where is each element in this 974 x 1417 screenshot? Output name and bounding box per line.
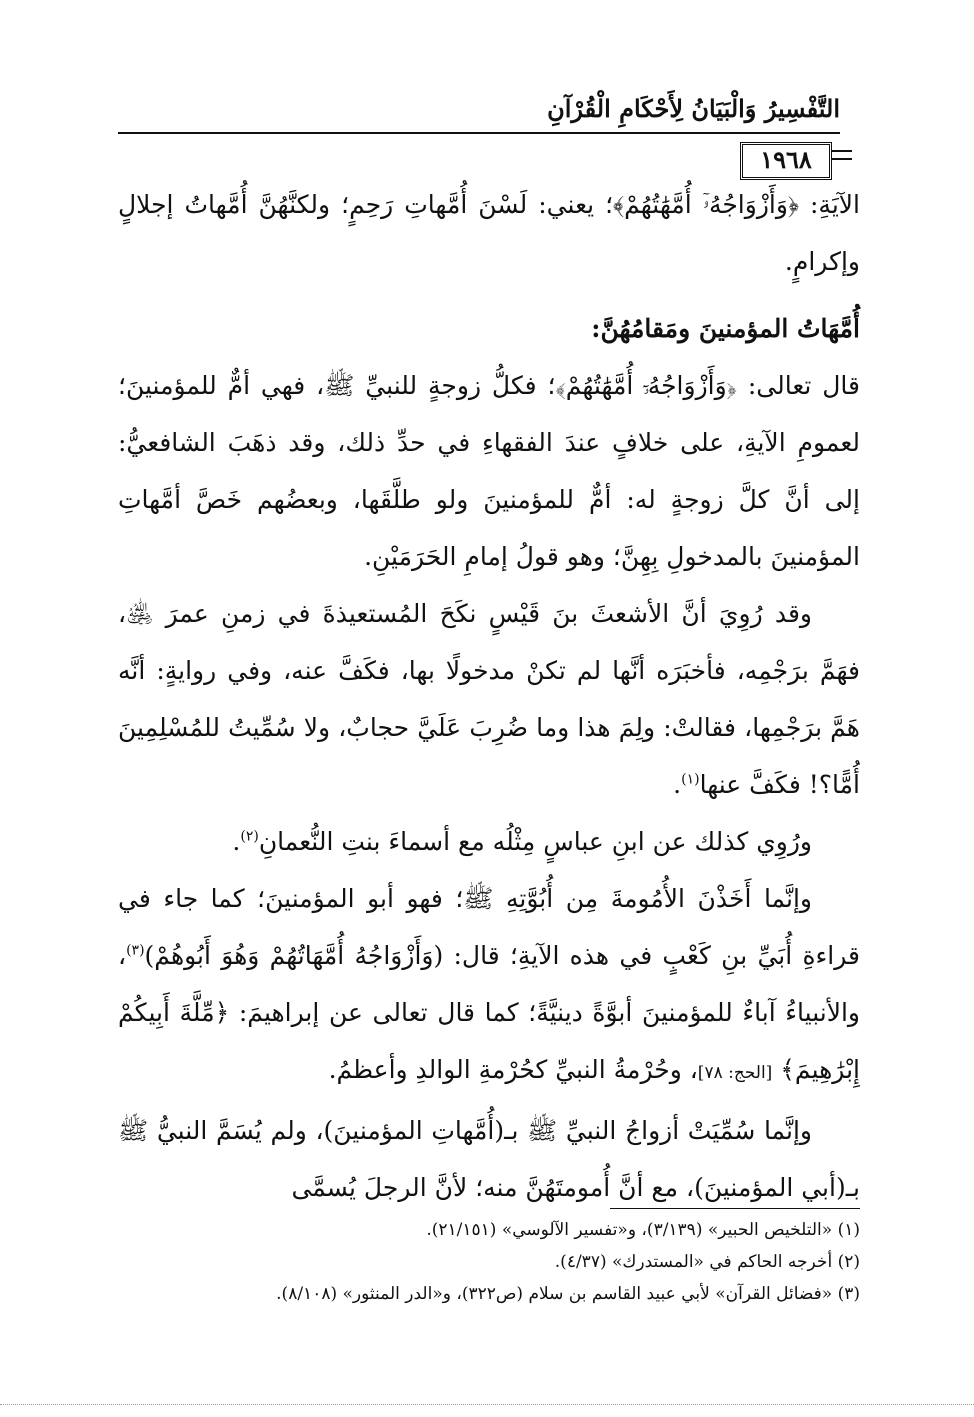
running-header [118, 92, 840, 134]
paragraph [118, 870, 860, 1102]
paragraph-text: وإنَّما أَخَذْنَ الأُمُومةَ مِن أُبُوَّتِهِ ﷺ؛ فهو أبو المؤمنينَ؛ كما جاء في قراءةِ أُبَيِّ بنِ كَعْبٍ في هذه الآيةِ؛ قال: (وَأَزْوَاجُهُ أُمَّهَاتُهُمْ وَهُوَ أَبُوهُمْ) [118, 884, 860, 970]
footnote-ref: (١) [681, 771, 700, 788]
paragraph-text: ، والأنبياءُ آباءٌ للمؤمنينَ أبوَّةً دينيَّةً؛ كما قال تعالى عن إبراهيمَ: ﴿مِّلَّةَ أَبِيكُمْ إِبْرَٰهِيمَ﴾ [118, 941, 860, 1084]
paragraph: الآيَةِ: ﴿وَأَزْوَاجُهُۥٓ أُمَّهَٰتُهُمْ﴾؛ يعني: لَسْنَ أُمَّهاتِ رَحِمٍ؛ ولكنَّهُنَّ أُمَّهاتُ إجلالٍ وإكرامٍ. [118, 190, 860, 276]
scan-edge [0, 1404, 974, 1409]
footnote-ref: (٣) [126, 942, 145, 959]
header-ornament-rule [830, 158, 852, 160]
paragraph: قال تعالى: ﴿وَأَزْوَاجُهُۥٓ أُمَّهَٰتُهُمْ﴾؛ فكلُّ زوجةٍ للنبيِّ ﷺ، فهي أمٌّ للمؤمنينَ؛ لعمومِ الآيةِ، على خلافٍ عندَ الفقهاءِ في حدِّ ذلك، وقد ذهَبَ الشافعيُّ: إلى أنَّ كلَّ زوجةٍ له: أمٌّ للمؤمنينَ ولو طلَّقَها، وبعضُهم خَصَّ أمَّهاتِ المؤمنينَ بالمدخولِ بِهِنَّ؛ وهو قولُ إمامِ الحَرَمَيْنِ. [118, 371, 860, 571]
footnote: (١) «التلخيص الحبير» (٣/١٣٩)، و«تفسير الآلوسي» (٢١/١٥١). [426, 1220, 860, 1240]
header-ornament-rule [830, 150, 852, 152]
book-title: التَّفْسِيرُ وَالْبَيَانُ لِأَحْكَامِ الْقُرْآنِ [547, 94, 840, 123]
footnote: (٢) أخرجه الحاكم في «المستدرك» (٤/٣٧). [554, 1252, 860, 1272]
paragraph-text: ورُوِي كذلك عن ابنِ عباسٍ مِثْلُه مع أسماءَ بنتِ النُّعمانِ [258, 827, 812, 856]
footnote: (٣) «فضائل القرآن» لأبي عبيد القاسم بن سلام (ص٣٢٢)، و«الدر المنثور» (٨/١٠٨). [276, 1284, 860, 1304]
page-number: ١٩٦٨ [740, 142, 832, 180]
paragraph: ورُوِي كذلك عن ابنِ عباسٍ مِثْلُه مع أسماءَ بنتِ النُّعمانِ$^{(٢)}$. [232, 827, 812, 856]
paragraph-text: وقد رُوِيَ أنَّ الأشعثَ بنَ قَيْسٍ نكَحَ المُستعيذةَ في زمنِ عمرَ ﵁، فهَمَّ برَجْمِه، فأخبَرَه أنَّها لم تكنْ مدخولًا بها، فكَفَّ عنه، وفي روايةٍ: أنَّه هَمَّ برَجْمِها، فقالتْ: ولِمَ هذا وما ضُرِبَ عَلَيَّ حجابٌ، ولا سُمِّيتُ للمُسْلِمِينَ أُمًّا؟! فكَفَّ عنها [118, 599, 860, 799]
section-heading: أُمَّهَاتُ المؤمنينَ ومَقامُهُنَّ: [591, 314, 860, 343]
paragraph: وإنَّما سُمِّيَتْ أزواجُ النبيِّ ﷺ بـ(أُمَّهاتِ المؤمنينَ)، ولم يُسَمَّ النبيُّ ﷺ بـ(أبي المؤمنينَ)، مع أنَّ أُمومتَهُنَّ منه؛ لأنَّ الرجلَ يُسمَّى [118, 1116, 860, 1202]
paragraph: وقد رُوِيَ أنَّ الأشعثَ بنَ قَيْسٍ نكَحَ المُستعيذةَ في زمنِ عمرَ ﵁، فهَمَّ برَجْمِه، فأخبَرَه أنَّها لم تكنْ مدخولًا بها، فكَفَّ عنه، وفي روايةٍ: أنَّه هَمَّ برَجْمِها، فقالتْ: ولِمَ هذا وما ضُرِبَ عَلَيَّ حجابٌ، ولا سُمِّيتُ للمُسْلِمِينَ أُمًّا؟! فكَفَّ عنها$^{(١)}$. [118, 599, 860, 799]
main-text [118, 176, 860, 1216]
footnotes [118, 1214, 860, 1310]
footnote-separator [610, 1208, 860, 1209]
footnote-ref: (٢) [240, 828, 259, 845]
quran-reference: [الحج: ٧٨] [697, 1063, 773, 1083]
paragraph-text: ، وحُرْمةُ النبيِّ كحُرْمةِ الوالدِ وأعظمُ. [328, 1055, 698, 1084]
